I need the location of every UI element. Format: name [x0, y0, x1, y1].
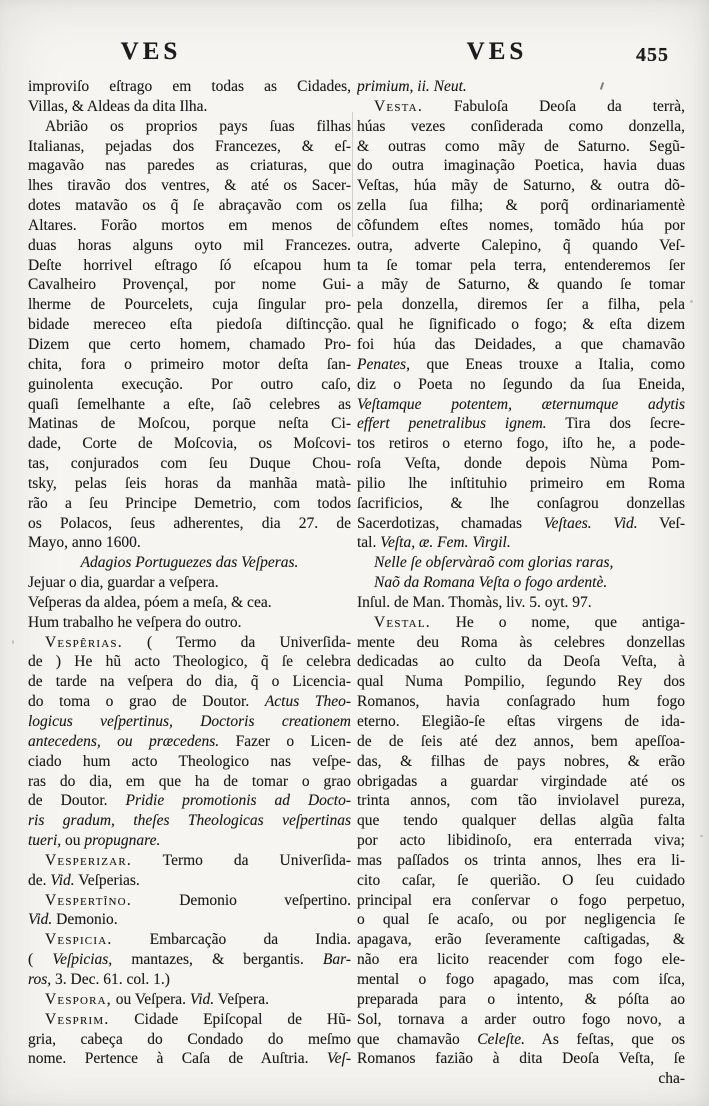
text-line: Dizem que certo homem, chamado Pro- — [28, 335, 351, 353]
text-line: preparada para o intento, & póſta ao — [357, 990, 685, 1008]
text-line: ta ſe tomar pela terra, entenderemos ſer — [357, 256, 685, 274]
text-line: Jejuar o dia, guardar a veſpera. — [28, 574, 219, 592]
text-line: Sol, tornava a arder outro fogo novo, a — [357, 1010, 685, 1028]
text-line: que tendo qualquer dellas algũa falta — [357, 812, 685, 830]
text-line: o qual ſe acaſo, ou por negligencia ſe — [357, 911, 685, 929]
text-line: Nelle ſe obſervàraõ com glorias raras, — [374, 554, 614, 572]
text-line: Romanos, havia conſagrado hum fogo — [357, 693, 685, 711]
text-line: a mãy de Saturno, & quando ſe tomar — [357, 276, 685, 294]
text-line: cito caſar, ſe querião. O ſeu cuidado — [357, 871, 685, 889]
text-line: Adagios Portuguezes das Veſperas. — [80, 554, 299, 572]
text-line: Italianas, pejadas dos Francezes, & eſ- — [28, 137, 351, 155]
text-line: ciado hum acto Theologico nas veſpe- — [28, 752, 351, 770]
text-line: Romanos fazião à dita Deoſa Veſta, ſe — [357, 1050, 685, 1068]
text-line: Cavalheiro Provençal, por nome Gui- — [28, 276, 351, 294]
text-line: Mayo, anno 1600. — [28, 534, 141, 552]
text-line: tal. Veſta, æ. Fem. Virgil. — [357, 534, 511, 552]
text-line: ( Veſpicias, mantazes, & bergantis. Bar- — [28, 951, 351, 969]
text-line: antecedens, ou præcedens. Fazer o Licen- — [28, 732, 351, 750]
text-line: Altares. Forão mortos em menos de — [28, 216, 351, 234]
text-line: que chamavão Celeſte. As feſtas, que os — [357, 1030, 685, 1048]
text-line: tas, conjurados com ſeu Duque Chou- — [28, 455, 351, 473]
running-title-left: VES — [120, 38, 182, 65]
text-line: Veſtamque potentem, æternumque adytis — [357, 395, 685, 413]
text-line: Hum trabalho he veſpera do outro. — [28, 613, 242, 631]
text-line: gria, cabeça do Condado do meſmo — [28, 1030, 351, 1048]
text-line: Vestal. He o nome, que antiga- — [374, 613, 685, 631]
text-line: effert penetralibus ignem. Tira dos ſecre- — [357, 415, 685, 433]
text-line: tos retiros o eterno fogo, iſto he, a pode- — [357, 435, 685, 453]
scan-speck — [12, 640, 14, 644]
text-line: mente deu Roma às celebres donzellas — [357, 633, 685, 651]
running-title-right: VES — [466, 38, 528, 65]
text-line: dade, Corte de Moſcovia, os Moſcovi- — [28, 435, 351, 453]
text-line: tueri, ou propugnare. — [28, 832, 161, 850]
text-line: lherme de Pourcelets, cuja ſingular pro- — [28, 296, 351, 314]
text-line: zella ſua filha; & porq̃ ordinariamentè — [357, 197, 685, 215]
text-line: Vid. Demonio. — [28, 911, 118, 929]
text-line: Penates, que Eneas trouxe a Italia, como — [357, 355, 685, 373]
text-line: primium, ii. Neut. — [357, 78, 467, 95]
text-line: apagava, erão ſeveramente caſtigadas, & — [357, 931, 685, 949]
text-line: lhes tiravão dos ventres, & até os Sacer- — [28, 177, 351, 195]
text-line: quaſi ſemelhante a eſte, ſaõ celebres as — [28, 395, 351, 413]
text-line: guinolenta execução. Por outro caſo, — [28, 375, 351, 393]
text-line: de. Vid. Veſperias. — [28, 871, 140, 889]
text-line: Vespertîno. Demonio veſpertino. — [45, 891, 351, 909]
text-line: qual Numa Pompilio, ſegundo Rey dos — [357, 673, 685, 691]
text-line: de Doutor. Pridie promotionis ad Docto- — [28, 792, 351, 810]
text-line: por acto libidinoſo, era enterrada viva; — [357, 832, 685, 850]
text-line: Naõ da Romana Veſta o fogo ardentè. — [374, 574, 608, 592]
text-line: qual he ſignificado o fogo; & eſta dizem — [357, 316, 685, 334]
text-line: Vespêrias. ( Termo da Univerſida- — [45, 633, 351, 651]
text-line: húas vezes conſiderada como donzella, — [357, 117, 685, 135]
text-line: Vesprim. Cidade Epiſcopal de Hũ- — [45, 1010, 351, 1028]
text-line: Vespora, ou Veſpera. Vid. Veſpera. — [45, 990, 269, 1008]
text-line: Vesperizar. Termo da Univerſida- — [45, 851, 351, 869]
scan-speck — [690, 300, 693, 303]
text-line: de de ſeis até dez annos, bem apeſſoa- — [357, 732, 685, 750]
text-line: Matinas de Moſcou, porque neſta Ci- — [28, 415, 351, 433]
text-line: nome. Pertence à Caſa de Auſtria. Veſ- — [28, 1050, 351, 1068]
text-line: & outras como mãy de Saturno. Segũ- — [357, 137, 685, 155]
text-line: Inſul. de Man. Thomàs, liv. 5. oyt. 97. — [357, 593, 592, 611]
text-line: cha- — [658, 1070, 685, 1088]
column-gutter-mark — [352, 112, 353, 237]
text-line: Veſperas da aldea, póem a meſa, & cea. — [28, 593, 272, 611]
text-line: magavão nas paredes as criaturas, que — [28, 157, 351, 175]
page-number: 455 — [636, 44, 669, 66]
text-line: pela donzella, diremos ſer a filha, pela — [357, 296, 685, 314]
text-line: do outra imaginação Poetica, havia duas — [357, 157, 685, 175]
text-line: Deſte horrivel eſtrago ſó eſcapou hum — [28, 256, 351, 274]
text-line: foi húa das Deidades, a que chamavão — [357, 335, 685, 353]
text-line: Veſtas, húa mãy de Saturno, & outra dõ- — [357, 177, 685, 195]
text-line: rão a ſeu Principe Demetrio, com todos — [28, 494, 351, 512]
page-header — [0, 38, 709, 74]
text-line: chita, fora o primeiro motor deſta ſan- — [28, 355, 351, 373]
text-line: de ) He hũ acto Theologico, q̃ ſe celebra — [28, 653, 351, 671]
text-line: mas paſſados os trinta annos, lhes era li- — [357, 851, 685, 869]
text-line: logicus veſpertinus, Doctoris creationem — [28, 713, 351, 730]
text-column-right — [357, 77, 685, 1089]
text-line: dotes matavão os q̃ ſe abraçavão com os — [28, 197, 351, 215]
text-line: do toma o grao de Doutor. Actus Theo- — [28, 693, 351, 711]
text-line: os Polacos, ſeus adherentes, dia 27. de — [28, 514, 351, 532]
scan-speck — [700, 835, 703, 837]
text-line: Vespicia. Embarcação da India. — [45, 931, 351, 949]
text-line: Vesta. Fabuloſa Deoſa da terrà, — [374, 97, 685, 115]
text-line: dedicadas ao culto da Deoſa Veſta, à — [357, 653, 685, 671]
text-line: não era licito reacender com fogo ele- — [357, 951, 685, 969]
text-line: Villas, & Aldeas da dita Ilha. — [28, 97, 208, 115]
text-line: de tarde na veſpera do dia, q̃ o Licencia- — [28, 673, 351, 691]
text-line: tsky, pelas ſeis horas da manhãa matà- — [28, 474, 351, 492]
text-line: pilio lhe inſtituhio primeiro em Roma — [357, 474, 685, 492]
text-line: Abrião os proprios pays ſuas filhas — [45, 117, 351, 135]
text-line: improviſo eſtrago em todas as Cidades, — [28, 78, 351, 95]
text-line: Sacerdotizas, chamadas Veſtaes. Vid. Veſ- — [357, 514, 685, 532]
text-line: das, & filhas de pays nobres, & erão — [357, 752, 685, 770]
text-line: ras do dia, em que ha de tomar o grao — [28, 772, 351, 790]
text-line: bidade mereceo eſta piedoſa diſtincção. — [28, 316, 351, 334]
text-line: outra, adverte Calepino, q̃ quando Veſ- — [357, 236, 685, 254]
text-line: cõfundem eſtes nomes, tomãdo húa por — [357, 216, 685, 234]
text-line: obrigadas a guardar virgindade até os — [357, 772, 685, 790]
text-line: mental o fogo apagado, mas com iſca, — [357, 970, 685, 988]
text-line: trinta annos, com tão inviolavel pureza, — [357, 792, 685, 810]
text-line: ris gradum, theſes Theologicas veſpertinas — [28, 812, 351, 830]
text-line: roſa Veſta, donde depois Nùma Pom- — [357, 455, 685, 473]
text-line: eterno. Elegião-ſe eſtas virgens de ida- — [357, 713, 685, 730]
text-line: ſacrificios, & lhe conſagrou donzellas — [357, 494, 685, 512]
text-line: diz o Poeta no ſegundo da ſua Eneida, — [357, 375, 685, 393]
text-line: principal era conſervar o fogo perpetuo, — [357, 891, 685, 909]
text-line: ros, 3. Dec. 61. col. 1.) — [28, 970, 170, 988]
text-column-left — [28, 77, 351, 1069]
text-line: duas horas alguns oyto mil Francezes. — [28, 236, 351, 254]
